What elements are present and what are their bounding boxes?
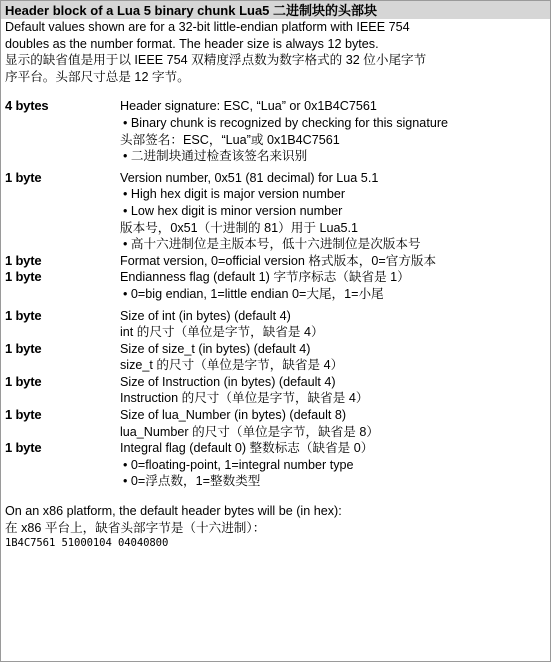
field-description bbox=[120, 374, 546, 407]
field-line: Size of size_t (in bytes) (default 4) bbox=[120, 341, 311, 356]
field-size: 1 byte bbox=[5, 440, 42, 456]
field-description bbox=[120, 269, 546, 302]
field-line: Integral flag (default 0) 整数标志（缺省是 0） bbox=[120, 441, 374, 456]
field-line: Header signature: ESC, “Lua” or 0x1B4C7561 bbox=[120, 99, 377, 114]
field-line: Instruction 的尺寸（单位是字节，缺省是 4） bbox=[120, 391, 369, 406]
field-size: 1 byte bbox=[5, 269, 42, 285]
field-bullet: • 0=浮点数，1=整数类型 bbox=[123, 474, 261, 489]
intro-line: doubles as the number format. The header size is always 12 bytes. bbox=[5, 36, 379, 51]
field-row bbox=[5, 407, 546, 440]
field-line: int 的尺寸（单位是字节，缺省是 4） bbox=[120, 325, 324, 340]
document-title: Header block of a Lua 5 binary chunk Lua5 二进制块的头部块 bbox=[1, 1, 550, 19]
field-bullet: • Binary chunk is recognized by checking for this signature bbox=[123, 115, 449, 130]
field-row bbox=[5, 341, 546, 374]
field-description bbox=[120, 341, 546, 374]
field-line: Size of Instruction (in bytes) (default 4) bbox=[120, 374, 336, 389]
field-size: 1 byte bbox=[5, 373, 42, 389]
field-description bbox=[120, 440, 546, 490]
intro-block bbox=[1, 19, 550, 85]
field-row bbox=[5, 440, 546, 490]
field-row bbox=[5, 374, 546, 407]
intro-line: 显示的缺省值是用于以 IEEE 754 双精度浮点数为数字格式的 32 位小尾字节 bbox=[5, 53, 427, 68]
field-description bbox=[120, 308, 546, 341]
field-description bbox=[120, 253, 546, 270]
hex-bytes: 1B4C7561 51000104 04040800 bbox=[5, 537, 169, 550]
field-bullet: • 0=big endian, 1=little endian 0=大尾，1=小尾 bbox=[123, 286, 384, 301]
field-size: 4 bytes bbox=[5, 98, 49, 114]
footer-block bbox=[1, 503, 550, 551]
field-line: Size of int (in bytes) (default 4) bbox=[120, 308, 291, 323]
field-size: 1 byte bbox=[5, 252, 42, 268]
field-table bbox=[1, 98, 550, 490]
field-row bbox=[5, 170, 546, 253]
field-size: 1 byte bbox=[5, 307, 42, 323]
field-description bbox=[120, 98, 546, 164]
field-bullet: • Low hex digit is minor version number bbox=[123, 203, 343, 218]
field-row bbox=[5, 98, 546, 164]
field-line: lua_Number 的尺寸（单位是字节，缺省是 8） bbox=[120, 424, 379, 439]
field-size: 1 byte bbox=[5, 169, 42, 185]
field-row bbox=[5, 269, 546, 302]
footer-line: 在 x86 平台上，缺省头部字节是（十六进制）： bbox=[5, 520, 266, 535]
field-description bbox=[120, 170, 546, 253]
field-line: Format version, 0=official version 格式版本，0=官方版本 bbox=[120, 253, 437, 268]
field-row bbox=[5, 253, 546, 270]
field-line: Size of lua_Number (in bytes) (default 8) bbox=[120, 408, 347, 423]
field-line: Endianness flag (default 1) 字节序标志（缺省是 1） bbox=[120, 270, 410, 285]
field-bullet: • 0=floating-point, 1=integral number type bbox=[123, 457, 354, 472]
field-size: 1 byte bbox=[5, 407, 42, 423]
field-line: size_t 的尺寸（单位是字节，缺省是 4） bbox=[120, 358, 344, 373]
field-row bbox=[5, 308, 546, 341]
field-size: 1 byte bbox=[5, 340, 42, 356]
field-line: 版本号，0x51（十进制的 81）用于 Lua5.1 bbox=[120, 220, 358, 235]
footer-line: On an x86 platform, the default header bytes will be (in hex): bbox=[5, 504, 342, 519]
intro-line: 序平台。头部尺寸总是 12 字节。 bbox=[5, 69, 190, 84]
field-description bbox=[120, 407, 546, 440]
field-bullet: • 高十六进制位是主版本号，低十六进制位是次版本号 bbox=[123, 237, 421, 252]
field-bullet: • High hex digit is major version number bbox=[123, 187, 346, 202]
field-line: Version number, 0x51 (81 decimal) for Lua 5.1 bbox=[120, 170, 379, 185]
field-bullet: • 二进制块通过检查该签名来识别 bbox=[123, 149, 308, 164]
intro-line: Default values shown are for a 32-bit little-endian platform with IEEE 754 bbox=[5, 20, 410, 34]
field-line: 头部签名：ESC，“Lua”或 0x1B4C7561 bbox=[120, 132, 340, 147]
